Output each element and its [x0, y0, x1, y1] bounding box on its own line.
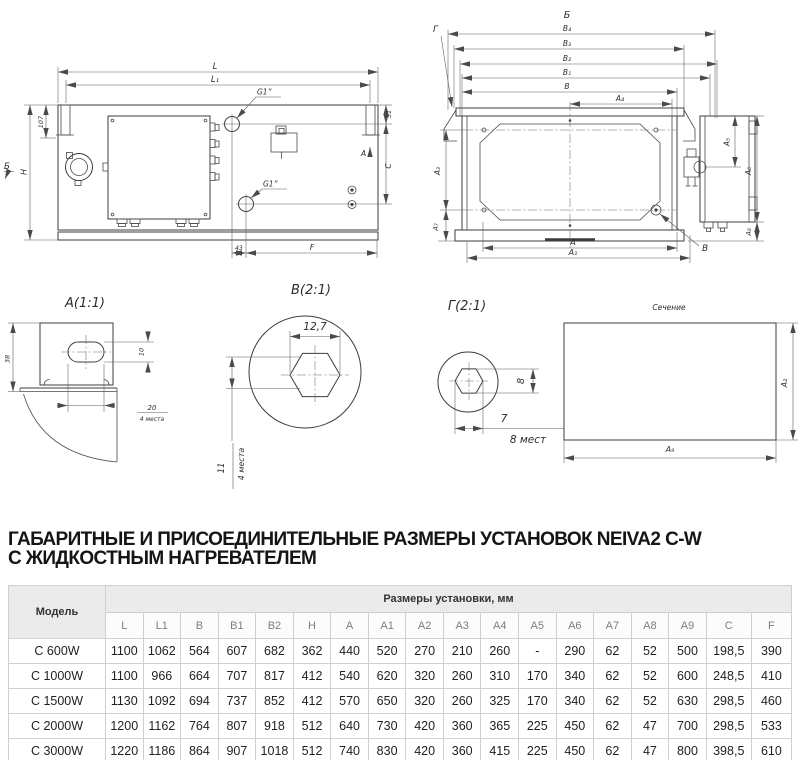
dim-label-L1: L₁: [210, 75, 220, 85]
dim-label-7: 7: [500, 412, 508, 425]
column-header: A8: [631, 613, 669, 639]
table-cell: -: [519, 639, 557, 664]
table-cell: 500: [669, 639, 707, 664]
table-cell: 310: [481, 664, 519, 689]
table-cell: 700: [669, 714, 707, 739]
table-cell: 47: [631, 714, 669, 739]
dim-label-B3: B₃: [562, 39, 572, 48]
table-cell: 320: [406, 689, 444, 714]
table-cell: 607: [218, 639, 256, 664]
dim-label-C: C: [384, 163, 393, 169]
table-cell: 290: [556, 639, 594, 664]
table-cell: 225: [519, 739, 557, 760]
column-header: B2: [256, 613, 294, 639]
table-cell: 170: [519, 664, 557, 689]
table-cell: 1018: [256, 739, 294, 760]
model-cell: С 1500W: [9, 689, 106, 714]
table-cell: 320: [406, 664, 444, 689]
table-cell: 340: [556, 664, 594, 689]
table-cell: 533: [751, 714, 791, 739]
dim-label-8: 8: [516, 377, 527, 385]
dim-label-g1-bottom: G1”: [263, 179, 278, 189]
table-cell: 450: [556, 739, 594, 760]
page-title: [8, 531, 701, 568]
table-cell: 270: [406, 639, 444, 664]
dim-label-B2: B₂: [562, 54, 572, 63]
table-cell: 62: [594, 739, 632, 760]
dim-label-20: 20: [147, 404, 157, 412]
table-cell: 852: [256, 689, 294, 714]
view-marker-a: A: [361, 149, 367, 158]
dim-label-A5: A₅: [722, 137, 732, 147]
column-header: L1: [143, 613, 181, 639]
column-header: F: [751, 613, 791, 639]
table-row: [9, 714, 792, 739]
dim-note-places-g: 8 мест: [509, 434, 547, 446]
table-cell: 630: [669, 689, 707, 714]
column-header: A: [331, 613, 369, 639]
dim-label-A8: A₈: [745, 228, 753, 236]
table-cell: 807: [218, 714, 256, 739]
column-header: A1: [368, 613, 406, 639]
table-cell: 864: [181, 739, 219, 760]
column-header: H: [293, 613, 331, 639]
table-cell: 730: [368, 714, 406, 739]
valve-actuator: [684, 149, 706, 186]
table-row: [9, 739, 792, 760]
table-cell: 1186: [143, 739, 181, 760]
dim-label-38: 38: [3, 354, 12, 364]
table-cell: 1162: [143, 714, 181, 739]
dim-label-A6: A₆: [744, 166, 753, 176]
table-cell: 830: [368, 739, 406, 760]
column-header: A9: [669, 613, 707, 639]
column-header: A4: [481, 613, 519, 639]
dim-label-10: 10: [137, 347, 146, 357]
table-cell: 362: [293, 639, 331, 664]
table-cell: 600: [669, 664, 707, 689]
table-cell: 1130: [106, 689, 144, 714]
column-header: L: [106, 613, 144, 639]
detail-b-title: B(2:1): [291, 283, 331, 298]
table-cell: 62: [594, 689, 632, 714]
column-header: A3: [443, 613, 481, 639]
page-title-line1: ГАБАРИТНЫЕ И ПРИСОЕДИНИТЕЛЬНЫЕ РАЗМЕРЫ УСТАНОВОК NEIVA2 C-W: [8, 529, 702, 550]
dim-label-107: 107: [37, 115, 45, 129]
detail-g-title: Г(2:1): [447, 299, 487, 314]
table-cell: 260: [481, 639, 519, 664]
table-cell: 1220: [106, 739, 144, 760]
table-cell: 260: [443, 664, 481, 689]
table-cell: 365: [481, 714, 519, 739]
table-cell: 540: [331, 664, 369, 689]
table-cell: 740: [331, 739, 369, 760]
table-cell: 47: [631, 739, 669, 760]
table-cell: 918: [256, 714, 294, 739]
model-cell: С 1000W: [9, 664, 106, 689]
view-marker-b: Б: [4, 162, 10, 172]
table-cell: 1062: [143, 639, 181, 664]
table-cell: 390: [751, 639, 791, 664]
dim-label-A1: A₁: [568, 248, 578, 257]
table-cell: 1200: [106, 714, 144, 739]
table-cell: 694: [181, 689, 219, 714]
dim-label-A: A: [570, 238, 576, 247]
dim-label-A7: A₇: [432, 223, 440, 231]
page-title-line2: С ЖИДКОСТНЫМ НАГРЕВАТЕЛЕМ: [8, 547, 317, 569]
table-cell: 210: [443, 639, 481, 664]
table-cell: 298,5: [706, 714, 751, 739]
column-header: C: [706, 613, 751, 639]
dim-label-12-7: 12,7: [303, 321, 327, 333]
table-cell: 410: [751, 664, 791, 689]
column-header: A6: [556, 613, 594, 639]
front-view-drawing: [432, 10, 764, 263]
table-cell: 420: [406, 739, 444, 760]
table-cell: 360: [443, 739, 481, 760]
column-group-header: Размеры установки, мм: [106, 586, 792, 613]
table-cell: 664: [181, 664, 219, 689]
detail-b-drawing: [217, 283, 361, 489]
table-cell: 620: [368, 664, 406, 689]
thermostat: [271, 126, 297, 159]
table-cell: 420: [406, 714, 444, 739]
section-view-drawing: [564, 303, 798, 463]
round-flange: [66, 153, 93, 186]
detail-a-title: A(1:1): [65, 296, 105, 311]
dimensions-table-wrap: [8, 585, 792, 760]
table-cell: 440: [331, 639, 369, 664]
table-cell: 450: [556, 714, 594, 739]
dim-label-43: 43: [235, 245, 243, 252]
table-header-row-2: [9, 613, 792, 639]
table-cell: 248,5: [706, 664, 751, 689]
dim-label-L: L: [212, 62, 218, 72]
callout-label-g: Г: [433, 25, 439, 35]
dim-label-B4: B₄: [562, 24, 572, 33]
table-cell: 907: [218, 739, 256, 760]
column-header: A5: [519, 613, 557, 639]
detail-a-drawing: [4, 296, 169, 462]
model-cell: С 2000W: [9, 714, 106, 739]
electric-box: [103, 116, 219, 227]
table-cell: 1092: [143, 689, 181, 714]
table-cell: 198,5: [706, 639, 751, 664]
table-cell: 398,5: [706, 739, 751, 760]
section-title: Сечение: [652, 303, 686, 312]
dim-note-places-a: 4 места: [139, 416, 165, 423]
table-cell: 817: [256, 664, 294, 689]
table-cell: 415: [481, 739, 519, 760]
table-row: [9, 639, 792, 664]
dimensions-table: [8, 585, 792, 760]
column-header: B1: [218, 613, 256, 639]
dim-label-A4: A₄: [615, 94, 625, 103]
table-cell: 460: [751, 689, 791, 714]
table-cell: 520: [368, 639, 406, 664]
table-cell: 340: [556, 689, 594, 714]
column-header: A7: [594, 613, 632, 639]
table-row: [9, 689, 792, 714]
dim-label-F: F: [309, 243, 315, 252]
column-header: A2: [406, 613, 444, 639]
column-header-model: Модель: [9, 586, 106, 639]
table-cell: 610: [751, 739, 791, 760]
dim-label-A2: A₂: [780, 378, 789, 388]
dim-note-places-b: 4 места: [237, 447, 246, 481]
view-label-b: Б: [563, 10, 571, 21]
table-cell: 412: [293, 689, 331, 714]
table-cell: 170: [519, 689, 557, 714]
model-cell: С 3000W: [9, 739, 106, 760]
table-cell: 52: [631, 664, 669, 689]
dim-label-B1: B₁: [562, 68, 572, 77]
table-cell: 570: [331, 689, 369, 714]
table-cell: 682: [256, 639, 294, 664]
table-row: [9, 664, 792, 689]
dim-label-B: B: [564, 82, 570, 91]
callout-label-b: B: [702, 244, 709, 254]
table-cell: 62: [594, 639, 632, 664]
table-cell: 764: [181, 714, 219, 739]
table-cell: 52: [631, 689, 669, 714]
detail-g-drawing: [438, 299, 564, 446]
table-cell: 640: [331, 714, 369, 739]
table-cell: 52: [631, 639, 669, 664]
table-cell: 325: [481, 689, 519, 714]
column-header: B: [181, 613, 219, 639]
table-cell: 412: [293, 664, 331, 689]
table-cell: 564: [181, 639, 219, 664]
dim-label-A3: A₃: [433, 166, 442, 176]
table-cell: 512: [293, 739, 331, 760]
side-view-drawing: [4, 62, 393, 258]
table-header-row-1: [9, 586, 792, 613]
table-cell: 62: [594, 664, 632, 689]
dim-label-11: 11: [217, 462, 227, 474]
table-cell: 260: [443, 689, 481, 714]
dim-label-g1-top: G1”: [257, 87, 272, 97]
table-cell: 1100: [106, 639, 144, 664]
table-cell: 800: [669, 739, 707, 760]
dim-label-51: 51: [385, 109, 393, 119]
table-cell: 62: [594, 714, 632, 739]
model-cell: С 600W: [9, 639, 106, 664]
table-cell: 737: [218, 689, 256, 714]
table-cell: 650: [368, 689, 406, 714]
table-cell: 966: [143, 664, 181, 689]
table-cell: 1100: [106, 664, 144, 689]
table-cell: 298,5: [706, 689, 751, 714]
drain-fittings: [348, 186, 356, 209]
table-cell: 360: [443, 714, 481, 739]
table-cell: 512: [293, 714, 331, 739]
dim-label-H: H: [19, 168, 29, 176]
table-cell: 707: [218, 664, 256, 689]
dim-label-A9: A₉: [665, 445, 675, 454]
table-cell: 225: [519, 714, 557, 739]
